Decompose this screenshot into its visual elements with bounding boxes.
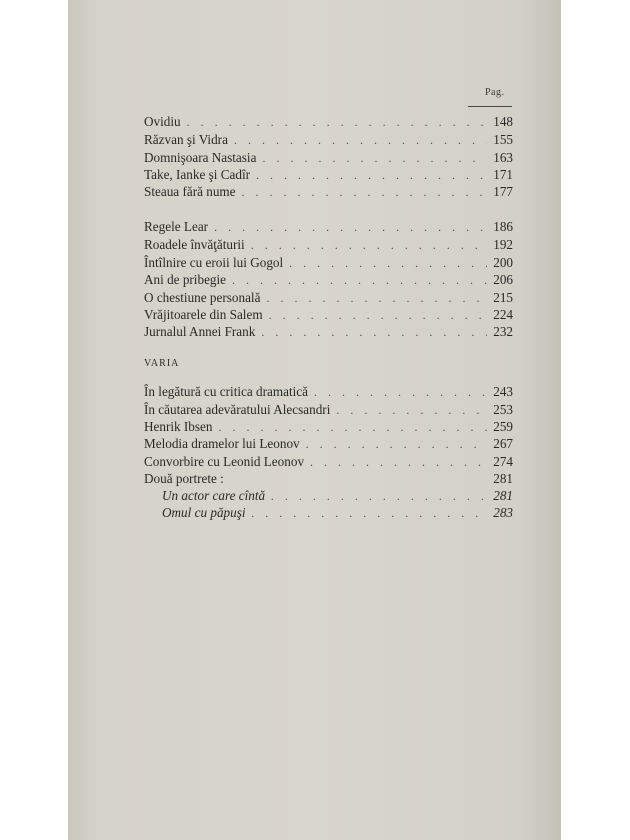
toc-title: Răzvan şi Vidra (144, 132, 228, 147)
toc-title: În căutarea adevăratului Alecsandri (144, 402, 331, 417)
toc-page-number: 192 (493, 237, 513, 252)
toc-page-number: 177 (493, 184, 513, 199)
toc-entry (144, 150, 513, 166)
toc-page-number: 283 (493, 505, 513, 520)
toc-title: În legătură cu critica dramatică (144, 384, 309, 399)
toc-entry (144, 237, 513, 253)
toc-entry (144, 324, 513, 340)
leader-dots (262, 150, 487, 166)
toc-title: O chestiune personală (144, 290, 261, 305)
toc-title: Regele Lear (144, 219, 209, 234)
toc-title: Convorbire cu Leonid Leonov (144, 454, 305, 469)
toc-entry (144, 219, 513, 235)
toc-entry (144, 419, 513, 435)
leader-dots (242, 184, 488, 200)
toc-title: Jurnalul Annei Frank (144, 324, 256, 339)
toc-title: Steaua fără nume (144, 184, 236, 199)
toc-entry (144, 167, 513, 183)
leader-dots (218, 419, 487, 435)
leader-dots (336, 402, 487, 418)
leader-dots (251, 237, 488, 253)
toc-entry (144, 114, 513, 130)
toc-page-number: 148 (493, 114, 513, 129)
toc-subentry (162, 488, 513, 504)
toc-page-number: 232 (493, 324, 513, 339)
toc-entry (144, 384, 513, 400)
leader-dots (269, 307, 488, 323)
toc-page-number: 206 (493, 272, 513, 287)
toc-page-number: 281 (493, 488, 513, 503)
toc-page-number: 186 (493, 219, 513, 234)
toc-page-number: 267 (493, 436, 513, 451)
toc-entry (144, 272, 513, 288)
toc-title: Melodia dramelor lui Leonov (144, 436, 300, 451)
toc-entry (144, 290, 513, 306)
page-column-header: Pag. (485, 87, 505, 98)
toc-subentry (162, 505, 513, 521)
toc-page-number: 171 (493, 167, 513, 182)
toc-title: Două portrete : (144, 471, 224, 486)
toc-title: Ovidiu (144, 114, 181, 129)
toc-entry (144, 184, 513, 200)
toc-page-number: 155 (493, 132, 513, 147)
toc-entry (144, 307, 513, 323)
toc-entry (144, 471, 513, 487)
leader-dots (214, 219, 487, 235)
leader-dots (252, 505, 488, 521)
leader-dots (187, 114, 488, 130)
page-column-rule (468, 106, 512, 107)
leader-dots (261, 324, 487, 340)
toc-page-number: 281 (493, 471, 513, 486)
toc-page-number: 200 (493, 255, 513, 270)
toc-title: Omul cu păpuşi (162, 505, 246, 520)
section-heading: VARIA (144, 358, 180, 369)
toc-title: Domnişoara Nastasia (144, 150, 257, 165)
leader-dots (314, 384, 487, 400)
toc-page-number: 243 (493, 384, 513, 399)
leader-dots (271, 488, 487, 504)
toc-entry (144, 402, 513, 418)
toc-title: Take, Ianke şi Cadîr (144, 167, 251, 182)
toc-title: Vrăjitoarele din Salem (144, 307, 263, 322)
toc-entry (144, 255, 513, 271)
toc-title: Roadele învăţăturii (144, 237, 245, 252)
leader-dots (256, 167, 487, 183)
toc-page-number: 215 (493, 290, 513, 305)
leader-dots (310, 454, 487, 470)
toc-page-number: 163 (493, 150, 513, 165)
toc-page-number: 253 (493, 402, 513, 417)
toc-page-number: 274 (493, 454, 513, 469)
toc-title: Ani de pribegie (144, 272, 227, 287)
toc-title: Un actor care cîntă (162, 488, 266, 503)
leader-dots (232, 272, 487, 288)
toc-page-number: 224 (493, 307, 513, 322)
toc-title: Întîlnire cu eroii lui Gogol (144, 255, 284, 270)
toc-entry (144, 454, 513, 470)
toc-title: Henrik Ibsen (144, 419, 213, 434)
leader-dots (234, 132, 487, 148)
toc-entry (144, 436, 513, 452)
leader-dots (306, 436, 488, 452)
leader-dots (266, 290, 487, 306)
toc-entry (144, 132, 513, 148)
leader-dots (289, 255, 487, 271)
toc-page-number: 259 (493, 419, 513, 434)
